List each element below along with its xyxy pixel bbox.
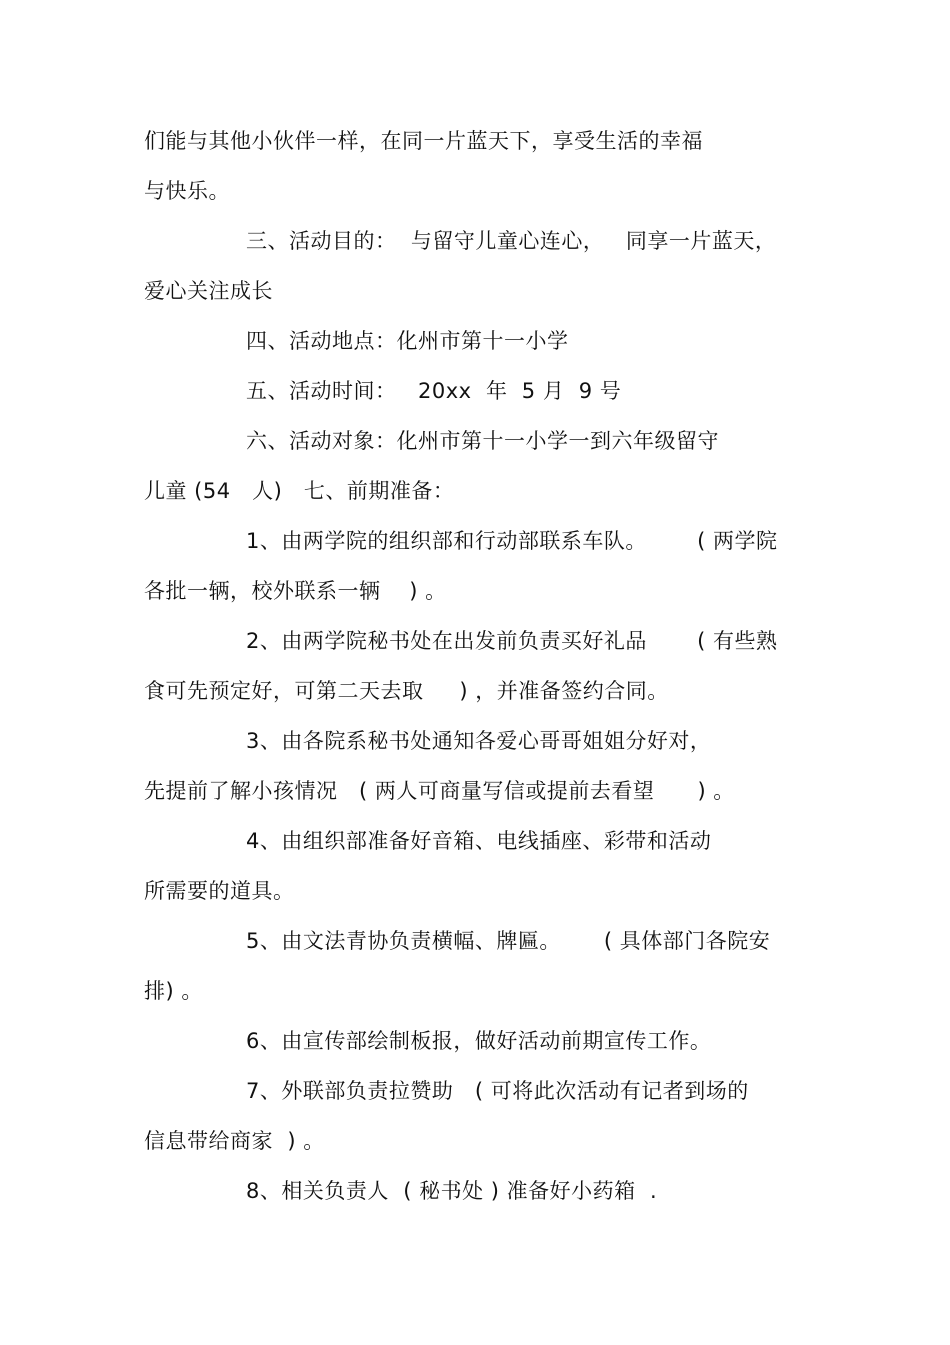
text-line: 四、活动地点：化州市第十一小学 [246, 329, 569, 353]
text-line: 信息带给商家 ) 。 [144, 1129, 325, 1153]
text-line: 爱心关注成长 [144, 279, 273, 303]
text-line: 6、由宣传部绘制板报，做好活动前期宣传工作。 [246, 1029, 712, 1053]
text-line: 们能与其他小伙伴一样，在同一片蓝天下，享受生活的幸福 [144, 129, 703, 153]
text-line: 各批一辆，校外联系一辆 ) 。 [144, 579, 447, 603]
text-line: 六、活动对象：化州市第十一小学一到六年级留守 [246, 429, 719, 453]
text-line: 先提前了解小孩情况 ( 两人可商量写信或提前去看望 ) 。 [144, 779, 735, 803]
text-line: 2、由两学院秘书处在出发前负责买好礼品 ( 有些熟 [246, 629, 778, 653]
text-line: 5、由文法青协负责横幅、牌匾。 ( 具体部门各院安 [246, 929, 771, 953]
text-line: 4、由组织部准备好音箱、电线插座、彩带和活动 [246, 829, 712, 853]
text-line: 7、外联部负责拉赞助 ( 可将此次活动有记者到场的 [246, 1079, 749, 1103]
text-line: 所需要的道具。 [144, 879, 295, 903]
text-line: 排) 。 [144, 979, 203, 1003]
text-line: 与快乐。 [144, 179, 230, 203]
text-line: 儿童 (54 人) 七、前期准备： [144, 479, 455, 503]
text-line: 食可先预定好，可第二天去取 ) ，并准备签约合同。 [144, 679, 669, 703]
text-line: 三、活动目的： 与留守儿童心连心， 同享一片蓝天， [246, 229, 777, 253]
text-line: 3、由各院系秘书处通知各爱心哥哥姐姐分好对， [246, 729, 712, 753]
text-line: 8、相关负责人 ( 秘书处 ) 准备好小药箱 . [246, 1179, 658, 1203]
text-line: 1、由两学院的组织部和行动部联系车队。 ( 两学院 [246, 529, 778, 553]
text-line: 五、活动时间： 20xx 年 5 月 9 号 [246, 379, 622, 403]
